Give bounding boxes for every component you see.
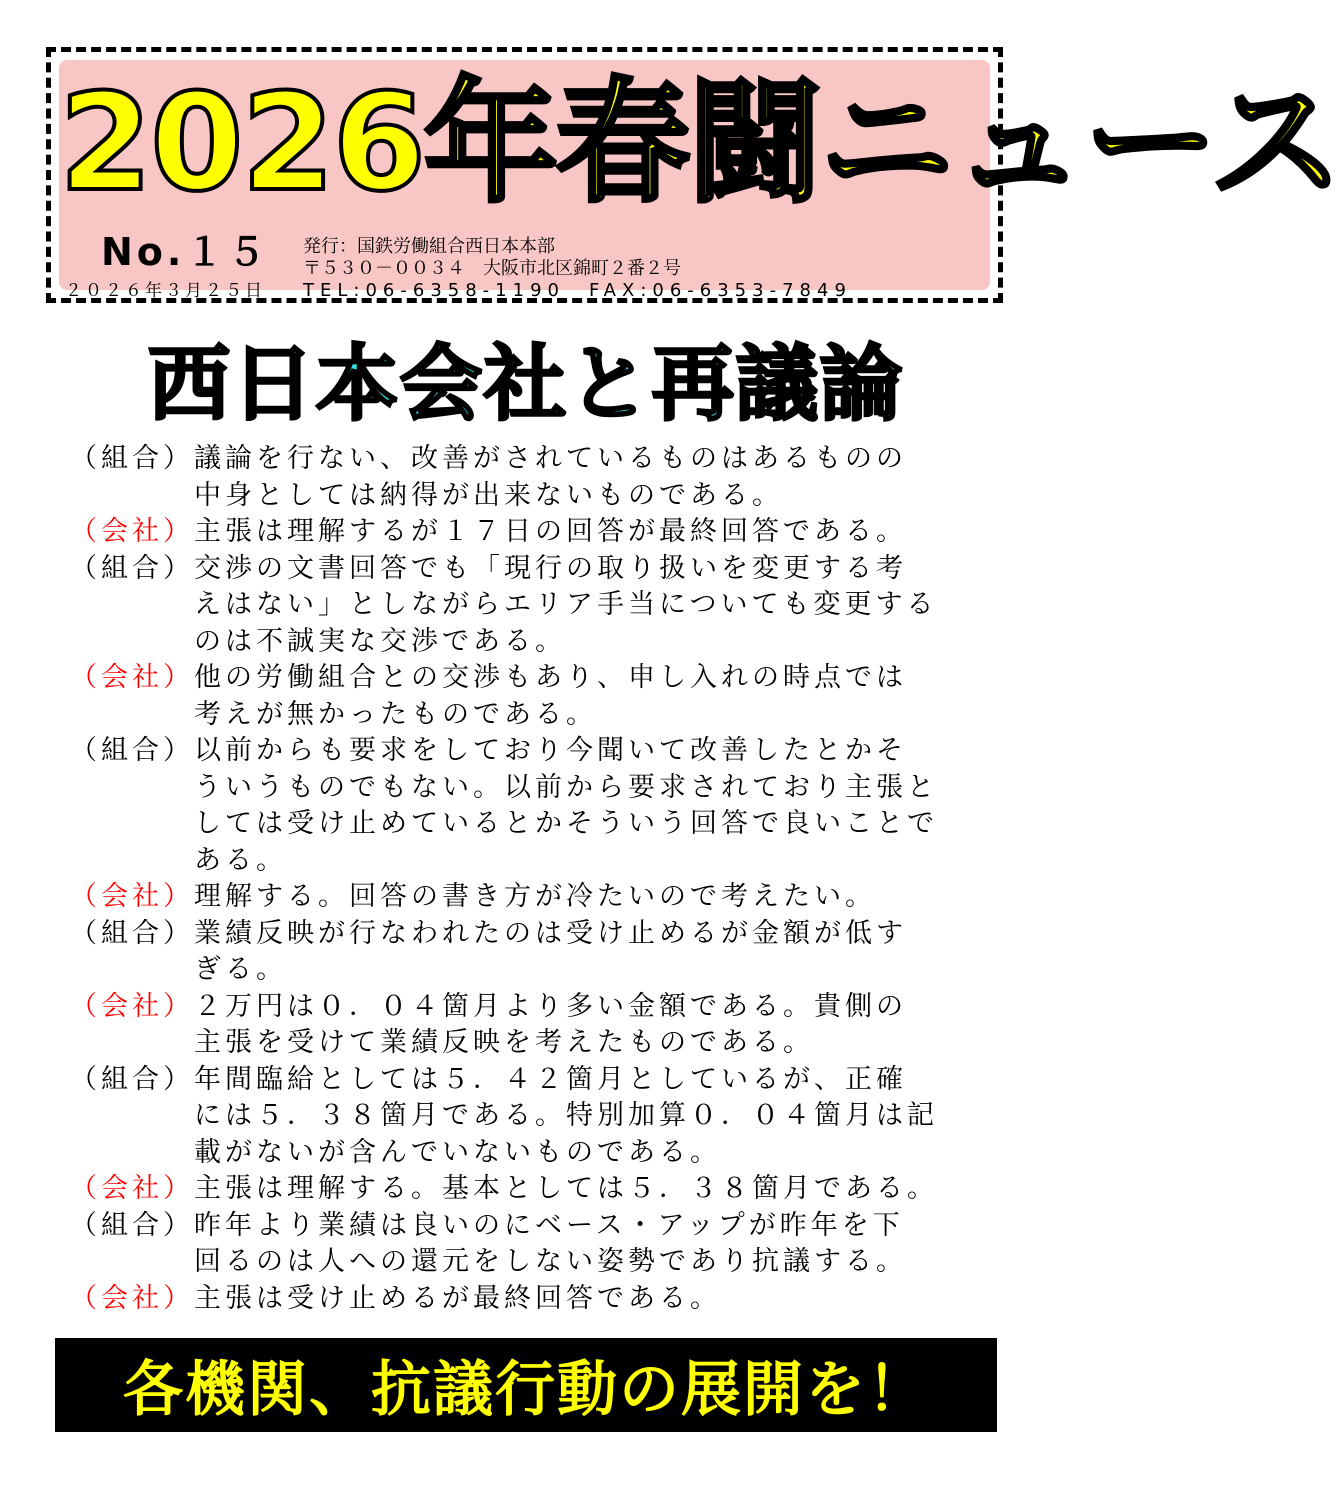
- dialogue-entry-union: [70, 551, 1020, 661]
- publisher-contact: TEL:06-6358-1190 FAX:06-6353-7849: [303, 280, 852, 301]
- speech-text: 理解する。回答の書き方が冷たいので考えたい。: [194, 881, 876, 912]
- speech-text: 交渉の文書回答でも「現行の取り扱いを変更する考 えはない」としながらエリア手当についても変更する のは不誠実な交渉である。: [194, 552, 938, 657]
- newsletter-title: 2026年春闘ニュース: [59, 65, 1341, 221]
- speech-text: 他の労働組合との交渉もあり、申し入れの時点では 考えが無かったものである。: [194, 662, 907, 730]
- speaker-label: （組合）: [70, 735, 194, 766]
- speech-text: 主張は理解する。基本としては５．３８箇月である。: [194, 1173, 938, 1204]
- dialogue-entry-company: [70, 1281, 1020, 1318]
- dialogue-entry-union: [70, 1208, 1020, 1281]
- dialogue-entry-company: [70, 989, 1020, 1062]
- publisher-name: 発行：国鉄労働組合西日本本部: [303, 236, 555, 257]
- dialogue-entry-company: [70, 660, 1020, 733]
- dialogue-entry-company: [70, 879, 1020, 916]
- speaker-label: （会社）: [70, 881, 194, 912]
- dialogue-entry-company: [70, 1171, 1020, 1208]
- speaker-label: （会社）: [70, 990, 194, 1022]
- speaker-label: （組合）: [70, 552, 194, 584]
- speech-text: 年間臨給としては５．４２箇月としているが、正確 には５．３８箇月である。特別加算０．０４箇月は記 載がないが含んでいないものである。: [194, 1063, 938, 1168]
- speech-text: 業績反映が行なわれたのは受け止めるが金額が低す ぎる。: [194, 917, 907, 985]
- dialogue-entry-company: [70, 514, 1020, 551]
- issue-date: ２０２６年３月２５日: [65, 281, 265, 301]
- speaker-label: （会社）: [70, 1173, 194, 1204]
- speaker-label: （組合）: [70, 1063, 194, 1095]
- banner-text: 各機関、抗議行動の展開を！: [123, 1355, 929, 1425]
- speaker-label: （会社）: [70, 662, 194, 693]
- speech-text: ２万円は０．０４箇月より多い金額である。貴側の 主張を受けて業績反映を考えたものである。: [194, 990, 907, 1058]
- dialogue-entry-union: [70, 1062, 1020, 1172]
- speaker-label: （会社）: [70, 516, 194, 547]
- dialogue-entry-union: [70, 733, 1020, 879]
- speech-text: 以前からも要求をしており今聞いて改善したとかそ ういうものでもない。以前から要求されており主張と しては受け止めているとかそういう回答で良いことで ある。: [194, 735, 938, 876]
- speaker-label: （会社）: [70, 1282, 194, 1314]
- speech-text: 昨年より業績は良いのにベース・アップが昨年を下 回るのは人への還元をしない姿勢であり抗議する。: [194, 1209, 907, 1277]
- dialogue-list: [70, 441, 1020, 1317]
- dialogue-entry-union: [70, 916, 1020, 989]
- speaker-label: （組合）: [70, 1209, 194, 1241]
- header-panel: [59, 60, 1341, 301]
- issue-number: No.１５: [101, 230, 270, 274]
- headline: 西日本会社と再議論: [147, 337, 904, 432]
- publisher-info: [303, 236, 852, 302]
- dialogue-entry-union: [70, 441, 1020, 514]
- speech-text: 主張は受け止めるが最終回答である。: [194, 1282, 721, 1314]
- speaker-label: （組合）: [70, 917, 194, 949]
- header-box: [46, 47, 1341, 303]
- publisher-address: 〒５３０－００３４ 大阪市北区錦町２番２号: [303, 258, 681, 279]
- speaker-label: （組合）: [70, 443, 194, 474]
- speech-text: 議論を行ない、改善がされているものはあるものの 中身としては納得が出来ないものである。: [194, 443, 907, 511]
- bottom-banner: [55, 1338, 997, 1432]
- speech-text: 主張は理解するが１７日の回答が最終回答である。: [194, 516, 907, 547]
